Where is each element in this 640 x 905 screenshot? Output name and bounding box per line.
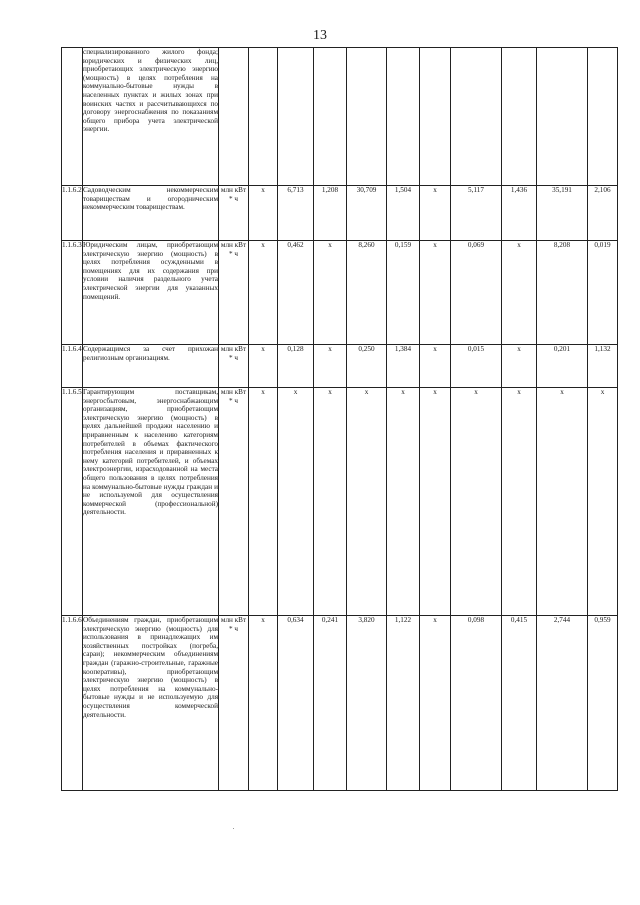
value-cell bbox=[420, 48, 451, 186]
value-cell: 0,019 bbox=[588, 241, 618, 345]
value-cell: 0,959 bbox=[588, 616, 618, 791]
value-cell: 0,201 bbox=[537, 345, 588, 388]
value-cell: 3,820 bbox=[347, 616, 387, 791]
consumer-category: Объединениям граждан, приобретающим электрическую энергию (мощность) для использования в принадлежащих им хозяйственных постройках (погреба, сараи); некоммерческим объединениям граждан (гаражно-строительные, гаражные кооперативы), приобретающим электрическую энергию (мощность) в целях потребления на коммунально-бытовые нужды и не используемую для осуществления коммерческой деятельности. bbox=[83, 616, 219, 791]
consumer-category: Содержащимся за счет прихожан религиозным организациям. bbox=[83, 345, 219, 388]
scan-dot bbox=[233, 828, 234, 829]
value-cell: 6,713 bbox=[278, 186, 314, 241]
consumer-category: Садоводческим некоммерческим товариществам и огородническим некоммерческим товариществам. bbox=[83, 186, 219, 241]
value-cell: x bbox=[314, 345, 347, 388]
value-cell: x bbox=[502, 241, 537, 345]
value-cell: x bbox=[314, 388, 347, 616]
unit-cell bbox=[219, 48, 249, 186]
value-cell: x bbox=[249, 388, 278, 616]
value-cell: 1,208 bbox=[314, 186, 347, 241]
value-cell: 0,462 bbox=[278, 241, 314, 345]
value-cell: x bbox=[420, 186, 451, 241]
value-cell: 1,504 bbox=[387, 186, 420, 241]
value-cell: x bbox=[249, 345, 278, 388]
value-cell: 1,384 bbox=[387, 345, 420, 388]
value-cell: x bbox=[314, 241, 347, 345]
table-row bbox=[62, 186, 618, 241]
row-number: 1.1.6.5 bbox=[62, 388, 83, 616]
row-number: 1.1.6.2 bbox=[62, 186, 83, 241]
tariff-volume-table bbox=[61, 47, 618, 791]
value-cell: 0,241 bbox=[314, 616, 347, 791]
value-cell: 0,015 bbox=[451, 345, 502, 388]
value-cell: x bbox=[502, 345, 537, 388]
value-cell: 0,098 bbox=[451, 616, 502, 791]
value-cell bbox=[588, 48, 618, 186]
table-row bbox=[62, 241, 618, 345]
value-cell: x bbox=[420, 616, 451, 791]
value-cell: 0,128 bbox=[278, 345, 314, 388]
consumer-category: Юридическим лицам, приобретающим электрическую энергию (мощность) в целях потребления осужденными в помещениях для их содержания при условии наличия раздельного учета электрической энергии для указанных помещений. bbox=[83, 241, 219, 345]
value-cell: 2,106 bbox=[588, 186, 618, 241]
value-cell: x bbox=[451, 388, 502, 616]
table-row bbox=[62, 616, 618, 791]
value-cell: 0,069 bbox=[451, 241, 502, 345]
value-cell: 1,436 bbox=[502, 186, 537, 241]
value-cell: 35,191 bbox=[537, 186, 588, 241]
value-cell: 0,415 bbox=[502, 616, 537, 791]
unit-cell: млн кВт * ч bbox=[219, 186, 249, 241]
value-cell bbox=[347, 48, 387, 186]
value-cell: x bbox=[347, 388, 387, 616]
value-cell: x bbox=[420, 388, 451, 616]
value-cell: 1,122 bbox=[387, 616, 420, 791]
row-number: 1.1.6.4 bbox=[62, 345, 83, 388]
unit-cell: млн кВт * ч bbox=[219, 241, 249, 345]
table-row bbox=[62, 345, 618, 388]
unit-cell: млн кВт * ч bbox=[219, 388, 249, 616]
consumer-category: специализированного жилого фонда; юридических и физических лиц, приобретающих электрическую энергию (мощность) в целях потребления на коммунально-бытовые нужды в населенных пунктах и жилых зонах при воинских частях и рассчитывающихся по договору энергоснабжения по показаниям общего прибора учета электрической энергии. bbox=[83, 48, 219, 186]
value-cell: x bbox=[387, 388, 420, 616]
table-row bbox=[62, 48, 618, 186]
value-cell: x bbox=[588, 388, 618, 616]
value-cell: 0,159 bbox=[387, 241, 420, 345]
value-cell bbox=[502, 48, 537, 186]
value-cell: 1,132 bbox=[588, 345, 618, 388]
row-number: 1.1.6.6 bbox=[62, 616, 83, 791]
value-cell: 2,744 bbox=[537, 616, 588, 791]
value-cell: 30,709 bbox=[347, 186, 387, 241]
value-cell: 8,260 bbox=[347, 241, 387, 345]
value-cell: 0,634 bbox=[278, 616, 314, 791]
row-number: 1.1.6.3 bbox=[62, 241, 83, 345]
unit-cell: млн кВт * ч bbox=[219, 345, 249, 388]
value-cell bbox=[249, 48, 278, 186]
consumer-category: Гарантирующим поставщикам, энергосбытовым, энергоснабжающим организациям, приобретающим электрическую энергию (мощность) в целях дальнейшей продажи населению и приравненным к населению категориям потребителей в объемах фактического потребления населения и приравненных к нему категорий потребителей, и объемах электроэнергии, израсходованной на места общего пользования в целях потребления на коммунально-бытовые нужды граждан и не используемой для осуществления коммерческой (профессиональной) деятельности. bbox=[83, 388, 219, 616]
row-number bbox=[62, 48, 83, 186]
value-cell bbox=[387, 48, 420, 186]
value-cell bbox=[537, 48, 588, 186]
page-number: 13 bbox=[313, 28, 327, 43]
value-cell: 5,117 bbox=[451, 186, 502, 241]
value-cell: 0,250 bbox=[347, 345, 387, 388]
value-cell bbox=[314, 48, 347, 186]
value-cell: x bbox=[249, 241, 278, 345]
value-cell bbox=[278, 48, 314, 186]
value-cell: x bbox=[278, 388, 314, 616]
value-cell: x bbox=[249, 616, 278, 791]
value-cell: 8,208 bbox=[537, 241, 588, 345]
unit-cell: млн кВт * ч bbox=[219, 616, 249, 791]
value-cell: x bbox=[502, 388, 537, 616]
value-cell: x bbox=[537, 388, 588, 616]
value-cell: x bbox=[420, 345, 451, 388]
table-row bbox=[62, 388, 618, 616]
value-cell: x bbox=[420, 241, 451, 345]
value-cell: x bbox=[249, 186, 278, 241]
value-cell bbox=[451, 48, 502, 186]
